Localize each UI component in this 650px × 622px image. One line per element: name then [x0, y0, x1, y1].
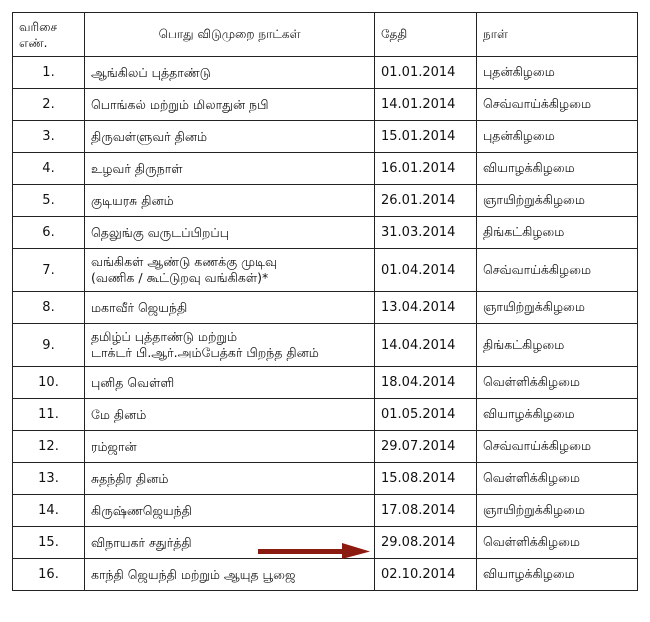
row-day: வெள்ளிக்கிழமை [477, 463, 638, 495]
row-day: ஞாயிற்றுக்கிழமை [477, 495, 638, 527]
table-row [13, 431, 638, 463]
table-row [13, 185, 638, 217]
row-date: 31.03.2014 [375, 217, 477, 249]
row-holiday-name [85, 495, 375, 527]
holiday-name-line: ஆங்கிலப் புத்தாண்டு [91, 64, 211, 80]
row-date: 14.01.2014 [375, 89, 477, 121]
holiday-name-line: காந்தி ஜெயந்தி மற்றும் ஆயுத பூஜை [91, 566, 296, 582]
row-serial-number: 16. [13, 559, 85, 591]
row-date: 18.04.2014 [375, 367, 477, 399]
header-serial-line1: வரிசை [19, 19, 58, 34]
row-serial-number: 11. [13, 399, 85, 431]
holiday-name-line: தெலுங்கு வருடப்பிறப்பு [91, 224, 230, 240]
row-day: வியாழக்கிழமை [477, 153, 638, 185]
row-serial-number: 10. [13, 367, 85, 399]
row-serial-number: 1. [13, 57, 85, 89]
table-row [13, 324, 638, 367]
table-row [13, 367, 638, 399]
row-holiday-name [85, 367, 375, 399]
row-holiday-name [85, 324, 375, 367]
holiday-name-line: ரம்ஜான் [91, 438, 137, 454]
row-holiday-name [85, 153, 375, 185]
row-date: 01.04.2014 [375, 249, 477, 292]
holiday-table [12, 12, 638, 591]
row-serial-number: 12. [13, 431, 85, 463]
holiday-name-line: மே தினம் [91, 406, 147, 422]
holiday-name-line: புனித வெள்ளி [91, 374, 175, 390]
row-serial-number: 6. [13, 217, 85, 249]
table-row [13, 89, 638, 121]
row-day: புதன்கிழமை [477, 57, 638, 89]
row-day: திங்கட்கிழமை [477, 217, 638, 249]
holiday-name-line: உழவர் திருநாள் [91, 160, 183, 176]
row-day: செவ்வாய்க்கிழமை [477, 249, 638, 292]
row-date: 01.05.2014 [375, 399, 477, 431]
row-day: வியாழக்கிழமை [477, 559, 638, 591]
right-arrow-icon [258, 543, 370, 559]
row-serial-number: 7. [13, 249, 85, 292]
holiday-name-line: திருவள்ளுவர் தினம் [91, 128, 208, 144]
table-row [13, 495, 638, 527]
row-date: 02.10.2014 [375, 559, 477, 591]
holiday-name-line: சுதந்திர தினம் [91, 470, 169, 486]
row-serial-number: 5. [13, 185, 85, 217]
row-date: 14.04.2014 [375, 324, 477, 367]
header-serial-line2: எண். [19, 35, 48, 50]
row-date: 15.01.2014 [375, 121, 477, 153]
table-row [13, 292, 638, 324]
row-date: 16.01.2014 [375, 153, 477, 185]
row-serial-number: 13. [13, 463, 85, 495]
row-day: திங்கட்கிழமை [477, 324, 638, 367]
row-day: செவ்வாய்க்கிழமை [477, 431, 638, 463]
holiday-name-line: டாக்டர் பி.ஆர்.அம்பேத்கர் பிறந்த தினம் [91, 345, 319, 360]
holiday-name-line: விநாயகர் சதுர்த்தி [91, 534, 192, 550]
header-serial-number [13, 13, 85, 57]
row-serial-number: 2. [13, 89, 85, 121]
table-row [13, 153, 638, 185]
holiday-name-line: குடியரசு தினம் [91, 192, 174, 208]
table-row [13, 249, 638, 292]
header-date: தேதி [375, 13, 477, 57]
holiday-name-line: தமிழ்ப் புத்தாண்டு மற்றும் [91, 329, 238, 344]
header-day: நாள் [477, 13, 638, 57]
row-serial-number: 3. [13, 121, 85, 153]
holiday-name-line: வங்கிகள் ஆண்டு கணக்கு முடிவு [91, 254, 277, 269]
row-holiday-name [85, 57, 375, 89]
row-holiday-name [85, 559, 375, 591]
header-holiday-name: பொது விடுமுறை நாட்கள் [85, 13, 375, 57]
row-day: செவ்வாய்க்கிழமை [477, 89, 638, 121]
row-date: 01.01.2014 [375, 57, 477, 89]
row-date: 13.04.2014 [375, 292, 477, 324]
row-serial-number: 9. [13, 324, 85, 367]
holiday-name-line: (வணிக / கூட்டுறவு வங்கிகள்)* [91, 270, 269, 285]
row-date: 29.07.2014 [375, 431, 477, 463]
table-row [13, 121, 638, 153]
row-date: 29.08.2014 [375, 527, 477, 559]
row-serial-number: 15. [13, 527, 85, 559]
row-holiday-name [85, 431, 375, 463]
row-date: 15.08.2014 [375, 463, 477, 495]
table-row [13, 559, 638, 591]
row-serial-number: 8. [13, 292, 85, 324]
row-date: 26.01.2014 [375, 185, 477, 217]
holiday-name-line: பொங்கல் மற்றும் மிலாதுன் நபி [91, 96, 269, 112]
row-day: வெள்ளிக்கிழமை [477, 367, 638, 399]
row-holiday-name [85, 463, 375, 495]
table-row [13, 217, 638, 249]
table-header-row [13, 13, 638, 57]
row-holiday-name [85, 399, 375, 431]
row-holiday-name [85, 89, 375, 121]
row-holiday-name [85, 217, 375, 249]
row-holiday-name [85, 249, 375, 292]
holiday-name-line: மகாவீர் ஜெயந்தி [91, 299, 188, 315]
holiday-name-line: கிருஷ்ணஜெயந்தி [91, 502, 192, 518]
row-serial-number: 4. [13, 153, 85, 185]
row-serial-number: 14. [13, 495, 85, 527]
table-row [13, 57, 638, 89]
row-day: வியாழக்கிழமை [477, 399, 638, 431]
row-day: புதன்கிழமை [477, 121, 638, 153]
row-holiday-name [85, 121, 375, 153]
row-day: வெள்ளிக்கிழமை [477, 527, 638, 559]
row-day: ஞாயிற்றுக்கிழமை [477, 292, 638, 324]
table-row [13, 463, 638, 495]
row-day: ஞாயிற்றுக்கிழமை [477, 185, 638, 217]
row-date: 17.08.2014 [375, 495, 477, 527]
table-row [13, 399, 638, 431]
row-holiday-name [85, 292, 375, 324]
row-holiday-name [85, 185, 375, 217]
